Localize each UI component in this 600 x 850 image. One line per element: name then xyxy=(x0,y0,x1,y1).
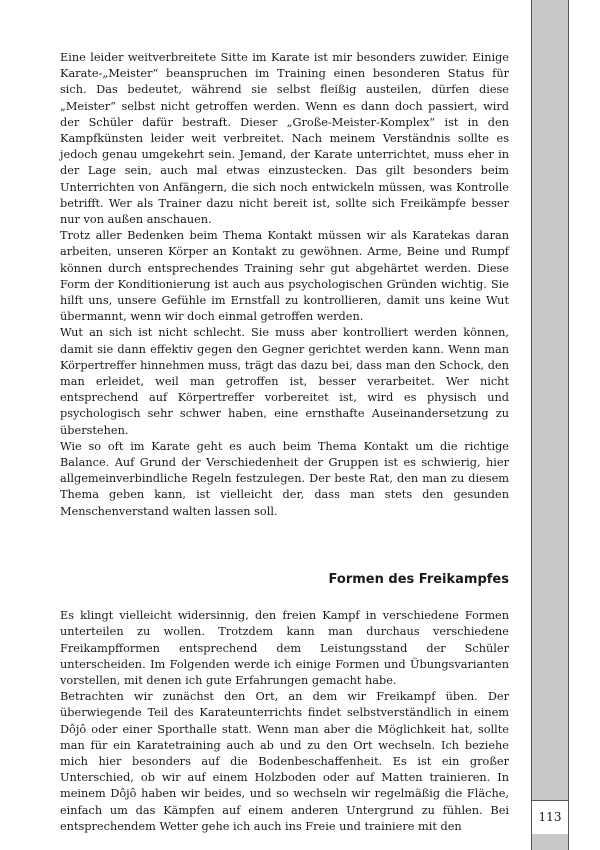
page-body xyxy=(60,50,509,835)
paragraph: Trotz aller Bedenken beim Thema Kontakt müssen wir als Karatekas daran arbeiten, unseren Körper an Kontakt zu gewöhnen. Arme, Beine und Rumpf können durch entsprechendes Training sehr gut abgehärtet werden. Diese Form der Konditionierung ist auch aus psychologischen Gründen wichtig. Sie hilft uns, unsere Gefühle im Ernstfall zu kontrollieren, damit uns keine Wut übermannt, wenn wir doch einmal getroffen werden. xyxy=(60,229,509,324)
paragraph: Betrachten wir zunächst den Ort, an dem wir Freikampf üben. Der überwiegende Teil des Karateunterrichts findet selbstverständlich in einem Dôjô oder einer Sporthalle statt. Wenn man aber die Möglichkeit hat, sollte man für ein Karatetraining auch ab und zu den Ort wechseln. Ich beziehe mich hier besonders auf die Bodenbeschaffenheit. Es ist ein großer Unterschied, ob wir auf einem Holzboden oder auf Matten trainieren. In meinem Dôjô haben wir beides, und so wechseln wir regelmäßig die Fläche, einfach um das Kämpfen auf einem anderen Untergrund zu fühlen. Bei entsprechendem Wetter gehe ich auch ins Freie und trainiere mit den xyxy=(60,690,509,833)
paragraph: Eine leider weitverbreitete Sitte im Karate ist mir besonders zuwider. Einige Karate-„Meister“ beanspruchen im Training einen besonderen Status für sich. Das bedeutet, während sie selbst fleißig austeilen, dürfen diese „Meister“ selbst nicht getroffen werden. Wenn es dann doch passiert, wird der Schüler dafür bestraft. Dieser „Große-Meister-Komplex“ ist in den Kampfkünsten leider weit verbreitet. Nach meinem Verständnis sollte es jedoch genau umgekehrt sein. Jemand, der Karate unterrichtet, muss eher in der Lage sein, auch mal etwas einzustecken. Das gilt besonders beim Unterrichten von Anfängern, die sich noch entwickeln müssen, was Kontrolle betrifft. Wer als Trainer dazu nicht bereit ist, sollte sich Freikämpfe besser nur von außen anschauen. xyxy=(60,51,509,227)
paragraph: Es klingt vielleicht widersinnig, den freien Kampf in verschiedene Formen unterteilen zu wollen. Trotzdem kann man durchaus verschiedene Freikampfformen entsprechend dem Leistungsstand der Schüler unterscheiden. Im Folgenden werde ich einige Formen und Übungsvarianten vorstellen, mit denen ich gute Erfahrungen gemacht habe. xyxy=(60,609,509,687)
margin-strip xyxy=(531,0,569,850)
section-heading: Formen des Freikampfes xyxy=(328,571,509,587)
paragraph: Wie so oft im Karate geht es auch beim Thema Kontakt um die richtige Balance. Auf Grund der Verschiedenheit der Gruppen ist es schwierig, hier allgemeinverbindliche Regeln festzulegen. Der beste Rat, den man zu diesem Thema geben kann, ist vielleicht der, dass man stets den gesunden Menschenverstand walten lassen soll. xyxy=(60,439,509,518)
page-number: 113 xyxy=(538,810,562,824)
paragraph: Wut an sich ist nicht schlecht. Sie muss aber kontrolliert werden können, damit sie dann effektiv gegen den Gegner gerichtet werden kann. Wenn man Körpertreffer hinnehmen muss, trägt das dazu bei, dass man den Schock, den man erleidet, weil man getroffen ist, besser verarbeitet. Wer nicht entsprechend auf Körpertreffer vorbereitet ist, wird es physisch und psychologisch sehr schwer haben, eine ernsthafte Auseinandersetzung zu überstehen. xyxy=(60,326,509,437)
